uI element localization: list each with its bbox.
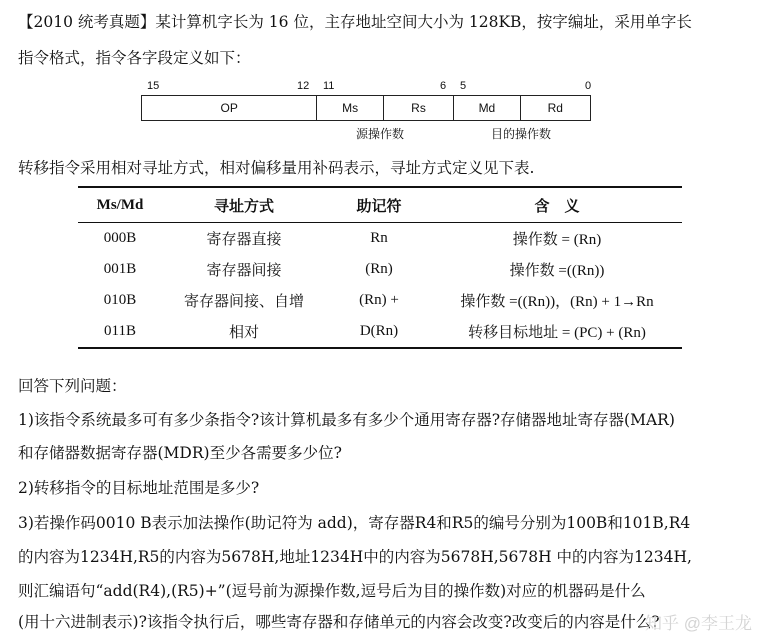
cell-meaning: 操作数 =((Rn)) xyxy=(509,263,605,279)
cell-meaning: 转移目标地址 = (PC) + (Rn) xyxy=(468,325,646,341)
question-2: 2)转移指令的目标地址范围是多少? xyxy=(18,479,260,497)
cell-code: 001B xyxy=(103,261,137,277)
dest-operand-label: 目的操作数 xyxy=(491,127,552,141)
transfer-line: 转移指令采用相对寻址方式，相对偏移量用补码表示，寻址方式定义见下表. xyxy=(18,159,535,177)
table-bottom-rule xyxy=(78,347,682,349)
source-operand-label: 源操作数 xyxy=(356,127,405,141)
bit-11: 11 xyxy=(323,80,335,92)
question-3-line-4: (用十六进制表示)?该指令执行后，哪些寄存器和存储单元的内容会改变?改变后的内容是什么? xyxy=(18,613,660,631)
field-rs: Rs xyxy=(384,96,454,120)
table-header-row xyxy=(78,188,682,222)
question-3-line-3: 则汇编语句“add(R4),(R5)+”(逗号前为源操作数,逗号后为目的操作数)对应的机器码是什么 xyxy=(18,582,646,600)
question-1-line-1: 1)该指令系统最多可有多少条指令?该计算机最多有多少个通用寄存器?存储器地址寄存器(MAR) xyxy=(18,411,675,429)
question-3-line-1: 3)若操作码0010 B表示加法操作(助记符为 add)，寄存器R4和R5的编号分别为100B和101B,R4 xyxy=(18,514,691,532)
cell-mnemonic: (Rn) + xyxy=(359,292,399,308)
cell-mode: 相对 xyxy=(228,325,259,341)
cell-code: 000B xyxy=(103,230,137,246)
table-row xyxy=(78,254,682,285)
cell-mode: 寄存器间接、自增 xyxy=(183,294,304,310)
bit-12: 12 xyxy=(297,80,310,92)
instruction-format xyxy=(141,80,592,141)
field-ms: Ms xyxy=(317,96,383,120)
header-meaning: 含 义 xyxy=(534,198,580,215)
question-3-line-2: 的内容为1234H,R5的内容为5678H,地址1234H中的内容为5678H,5678H 中的内容为1234H, xyxy=(18,548,692,566)
header-ms-md: Ms/Md xyxy=(96,196,144,213)
format-fields xyxy=(141,95,591,121)
field-op: OP xyxy=(142,96,317,120)
bit-6: 6 xyxy=(440,80,447,92)
table-row xyxy=(78,316,682,347)
field-md: Md xyxy=(454,96,520,120)
intro-line-1: 【2010 统考真题】某计算机字长为 16 位，主存地址空间大小为 128KB，按字编址，采用单字长 xyxy=(18,13,692,31)
addressing-table xyxy=(78,186,682,349)
bit-numbers xyxy=(141,80,591,94)
bit-15: 15 xyxy=(147,80,160,92)
table-row xyxy=(78,285,682,316)
bit-0: 0 xyxy=(585,80,592,92)
question-1-line-2: 和存储器数据寄存器(MDR)至少各需要多少位? xyxy=(18,444,342,462)
cell-mnemonic: Rn xyxy=(370,230,388,246)
header-mode: 寻址方式 xyxy=(213,198,274,215)
cell-mnemonic: (Rn) xyxy=(365,261,393,277)
cell-mode: 寄存器间接 xyxy=(206,263,282,279)
intro-line-2: 指令格式，指令各字段定义如下： xyxy=(18,49,251,67)
zhihu-watermark: 知乎 @李王龙 xyxy=(645,614,752,633)
bit-5: 5 xyxy=(460,80,467,92)
field-rd: Rd xyxy=(547,101,563,115)
cell-mnemonic: D(Rn) xyxy=(359,323,399,339)
table-row xyxy=(78,223,682,254)
cell-code: 011B xyxy=(104,323,136,339)
cell-meaning: 操作数 = (Rn) xyxy=(512,232,602,248)
header-mnemonic: 助记符 xyxy=(356,198,402,215)
cell-mode: 寄存器直接 xyxy=(206,232,282,248)
cell-code: 010B xyxy=(103,292,137,308)
cell-meaning: 操作数 =((Rn))，(Rn) + 1→Rn xyxy=(460,294,654,310)
questions-prompt: 回答下列问题： xyxy=(18,377,127,395)
